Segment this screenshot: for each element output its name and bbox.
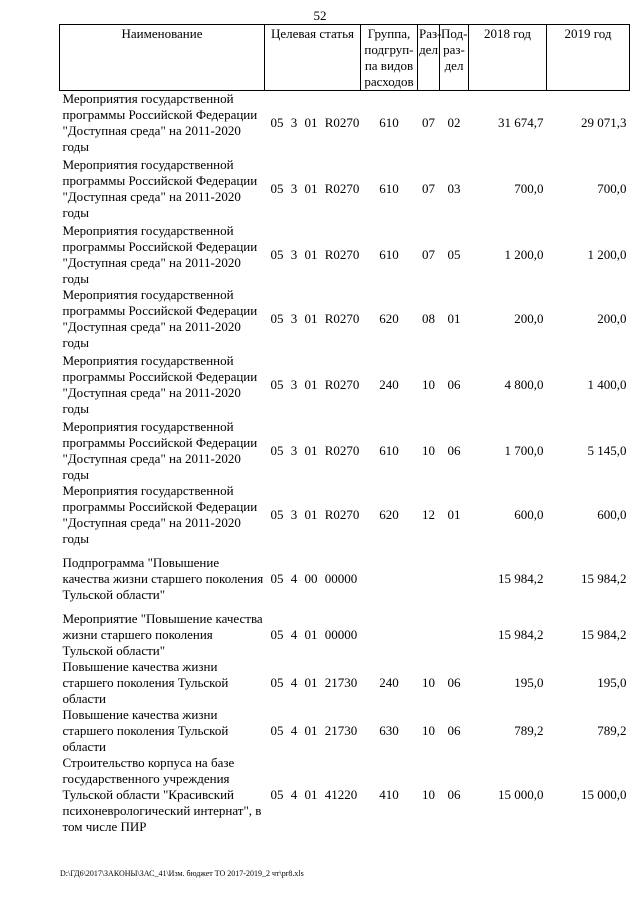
row-section: 07 [422, 181, 435, 196]
row-name: Мероприятие "Повышение качества жизни старшего поколения Тульской области" [62, 611, 263, 658]
row-subsection [440, 547, 469, 611]
row-subsection: 05 [447, 247, 461, 262]
header-subsection [440, 25, 469, 91]
row-section: 08 [422, 311, 435, 326]
row-name: Мероприятия государственной программы Российской Федерации "Доступная среда" на 2011-2020 годы [62, 483, 258, 546]
row-section: 07 [422, 115, 435, 130]
row-subsection: 01 [447, 311, 461, 326]
table-row [60, 419, 630, 483]
header-name: Наименование [60, 25, 265, 91]
row-expense-group: 240 [379, 377, 399, 392]
header-group-line: расходов [364, 74, 414, 89]
table-row [60, 707, 630, 755]
table-row [60, 755, 630, 835]
row-section: 10 [422, 675, 435, 690]
row-name: Мероприятия государственной программы Российской Федерации "Доступная среда" на 2011-2020 годы [62, 353, 258, 416]
row-name: Повышение качества жизни старшего поколения Тульской области [62, 707, 229, 754]
table-row [60, 547, 630, 611]
table-row [60, 483, 630, 547]
row-amount-2018: 195,0 [514, 675, 544, 690]
row-name: Повышение качества жизни старшего поколения Тульской области [62, 659, 229, 706]
row-amount-2018: 1 200,0 [504, 247, 544, 262]
row-name: Мероприятия государственной программы Российской Федерации "Доступная среда" на 2011-2020 годы [62, 287, 258, 350]
row-subsection: 02 [447, 115, 461, 130]
row-subsection: 06 [447, 675, 461, 690]
row-name: Мероприятия государственной программы Российской Федерации "Доступная среда" на 2011-2020 годы [62, 223, 258, 286]
table-row [60, 223, 630, 287]
row-amount-2018: 789,2 [514, 723, 544, 738]
header-subsection-line: Под- [441, 26, 468, 41]
row-amount-2018: 1 700,0 [504, 443, 544, 458]
header-year-2018: 2018 год [469, 25, 547, 91]
row-amount-2018: 15 984,2 [498, 571, 544, 586]
row-name: Строительство корпуса на базе государственного учреждения Тульской области "Красивский психоневрологический интернат", в том числе ПИР [62, 755, 262, 834]
row-amount-2018: 4 800,0 [504, 377, 544, 392]
row-expense-group: 630 [379, 723, 399, 738]
row-expense-group: 620 [379, 507, 399, 522]
row-name: Мероприятия государственной программы Российской Федерации "Доступная среда" на 2011-2020 годы [62, 91, 258, 154]
row-amount-2019: 15 984,2 [581, 627, 627, 642]
row-expense-group: 620 [379, 311, 399, 326]
row-target-code: 05 4 01 41220 [270, 787, 358, 802]
table-body [60, 91, 630, 836]
table-row [60, 611, 630, 659]
header-group-line: па видов [364, 58, 414, 73]
row-expense-group [361, 611, 418, 659]
row-amount-2018: 700,0 [514, 181, 544, 196]
row-amount-2019: 600,0 [597, 507, 627, 522]
row-amount-2019: 700,0 [597, 181, 627, 196]
table-row [60, 155, 630, 223]
row-amount-2018: 15 000,0 [498, 787, 544, 802]
row-target-code: 05 3 01 R0270 [270, 377, 360, 392]
row-target-code: 05 4 00 00000 [270, 571, 358, 586]
row-expense-group: 610 [379, 115, 399, 130]
budget-table [59, 24, 630, 835]
row-target-code: 05 3 01 R0270 [270, 507, 360, 522]
row-expense-group: 610 [379, 247, 399, 262]
page-number: 52 [313, 8, 327, 23]
row-section: 10 [422, 443, 435, 458]
row-amount-2019: 200,0 [597, 311, 627, 326]
row-target-code: 05 3 01 R0270 [270, 181, 360, 196]
row-expense-group: 610 [379, 181, 399, 196]
row-section: 07 [422, 247, 435, 262]
table-row [60, 351, 630, 419]
file-path-footer: D:\ГД6\2017\ЗАКОНЫ\ЗАС_41\Изм. бюджет ТО 2017-2019_2 чт\pr8.xls [60, 869, 304, 878]
row-amount-2019: 15 000,0 [581, 787, 627, 802]
row-amount-2019: 195,0 [597, 675, 627, 690]
row-amount-2019: 5 145,0 [587, 443, 627, 458]
table-row [60, 287, 630, 351]
row-subsection: 03 [447, 181, 461, 196]
row-subsection: 06 [447, 787, 461, 802]
row-name: Мероприятия государственной программы Российской Федерации "Доступная среда" на 2011-2020 годы [62, 157, 258, 220]
row-section: 10 [422, 723, 435, 738]
header-subsection-line: дел [444, 58, 464, 73]
header-subsection-line: раз- [443, 42, 465, 57]
row-name: Мероприятия государственной программы Российской Федерации "Доступная среда" на 2011-2020 годы [62, 419, 258, 482]
row-target-code: 05 4 01 21730 [270, 723, 358, 738]
row-amount-2019: 1 400,0 [587, 377, 627, 392]
row-expense-group [361, 547, 418, 611]
table-row [60, 659, 630, 707]
row-expense-group: 240 [379, 675, 399, 690]
header-section [418, 25, 440, 91]
row-section [418, 547, 440, 611]
row-name: Подпрограмма "Повышение качества жизни старшего поколения Тульской области" [62, 555, 264, 602]
row-target-code: 05 4 01 00000 [270, 627, 358, 642]
row-target-code: 05 3 01 R0270 [270, 247, 360, 262]
row-amount-2018: 600,0 [514, 507, 544, 522]
row-section [418, 611, 440, 659]
header-target-article: Целевая статья [265, 25, 361, 91]
row-target-code: 05 3 01 R0270 [270, 443, 360, 458]
row-subsection: 06 [447, 443, 461, 458]
row-amount-2018: 200,0 [514, 311, 544, 326]
row-target-code: 05 4 01 21730 [270, 675, 358, 690]
row-section: 10 [422, 377, 435, 392]
row-subsection: 06 [447, 377, 461, 392]
header-group-line: подгруп- [364, 42, 414, 57]
row-section: 12 [422, 507, 435, 522]
row-amount-2018: 15 984,2 [498, 627, 544, 642]
row-amount-2019: 29 071,3 [581, 115, 627, 130]
row-subsection: 01 [447, 507, 461, 522]
row-amount-2018: 31 674,7 [498, 115, 544, 130]
header-group-line: Группа, [367, 26, 411, 41]
row-amount-2019: 789,2 [597, 723, 627, 738]
row-target-code: 05 3 01 R0270 [270, 115, 360, 130]
header-expense-group [361, 25, 418, 91]
row-subsection [440, 611, 469, 659]
table-header-row [60, 25, 630, 91]
row-amount-2019: 1 200,0 [587, 247, 627, 262]
header-section-line: дел [419, 42, 438, 57]
header-year-2019: 2019 год [547, 25, 630, 91]
row-subsection: 06 [447, 723, 461, 738]
header-section-line: Раз- [419, 26, 442, 41]
table-row [60, 91, 630, 156]
row-expense-group: 610 [379, 443, 399, 458]
row-target-code: 05 3 01 R0270 [270, 311, 360, 326]
row-section: 10 [422, 787, 435, 802]
row-expense-group: 410 [379, 787, 399, 802]
row-amount-2019: 15 984,2 [581, 571, 627, 586]
